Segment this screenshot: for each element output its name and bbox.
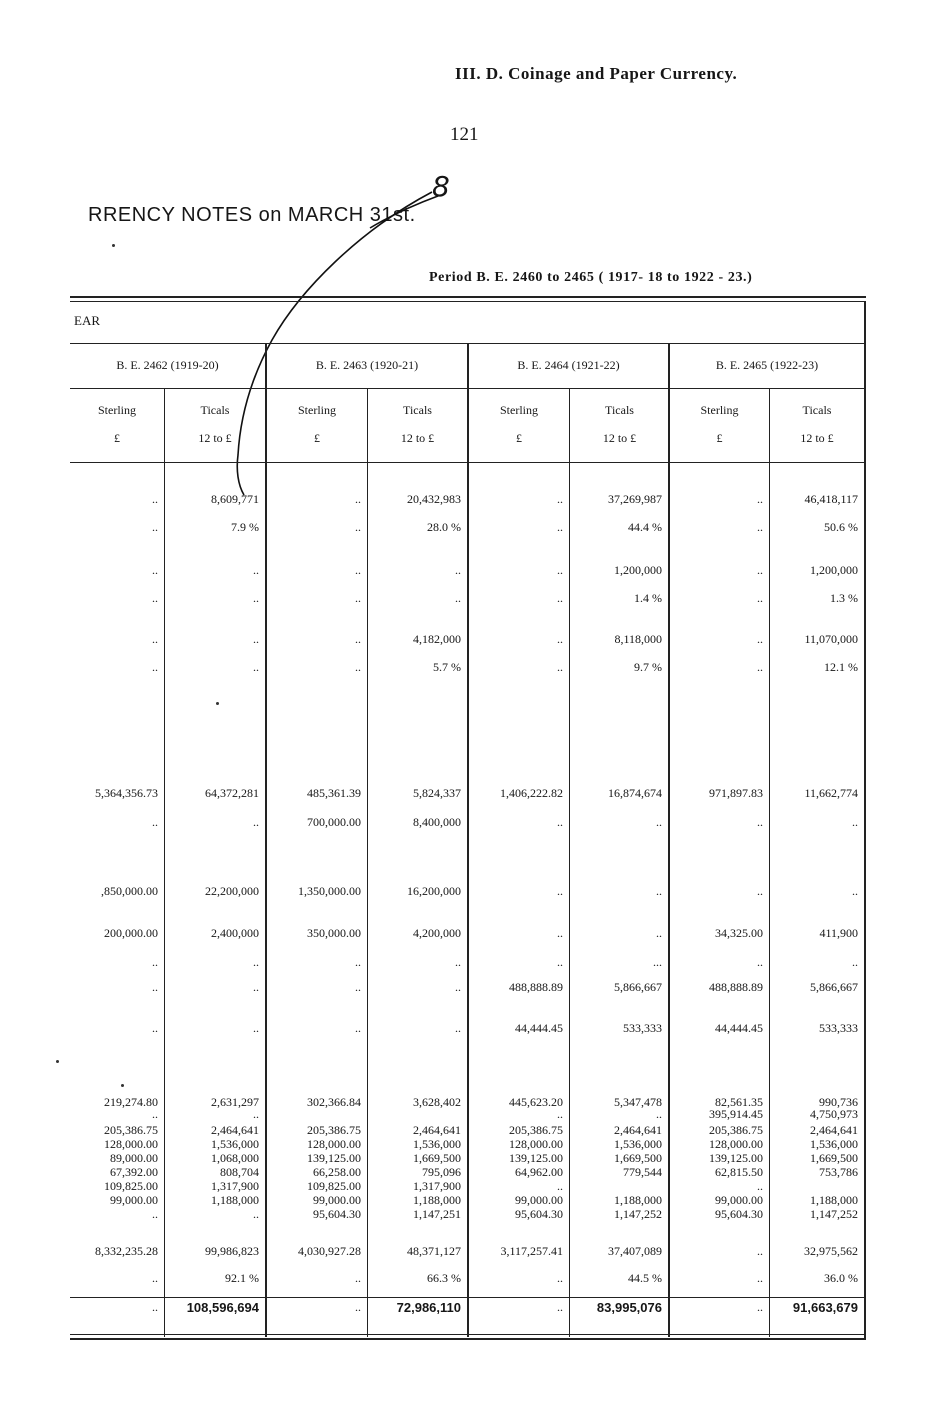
table-cell: 4,200,000 <box>413 926 461 940</box>
table-cell: 4,750,973 <box>810 1107 858 1121</box>
table-cell: 109,825.00 <box>307 1179 361 1193</box>
total-cell: .. <box>757 1300 763 1314</box>
table-cell: 2,464,641 <box>614 1123 662 1137</box>
table-cell: .. <box>253 1021 259 1035</box>
table-cell: 12.1 % <box>824 660 858 674</box>
table-cell: 4,182,000 <box>413 632 461 646</box>
year-header: B. E. 2462 (1919-20) <box>116 358 219 372</box>
table-cell: .. <box>656 815 662 829</box>
table-cell: .. <box>253 980 259 994</box>
table-cell: .. <box>757 492 763 506</box>
table-cell: 205,386.75 <box>509 1123 563 1137</box>
table-cell: 3,628,402 <box>413 1095 461 1109</box>
table-cell: 5,364,356.73 <box>95 786 158 800</box>
table-cell: 99,000.00 <box>515 1193 563 1207</box>
table-cell: .. <box>355 563 361 577</box>
table-cell: .. <box>152 1021 158 1035</box>
ticals-header: Ticals <box>200 403 230 417</box>
table-cell: .. <box>355 660 361 674</box>
table-cell: 44,444.45 <box>515 1021 563 1035</box>
table-cell: 128,000.00 <box>509 1137 563 1151</box>
sterling-header: Sterling <box>700 403 739 417</box>
table-cell: 8,609,771 <box>211 492 259 506</box>
ticals-header: Ticals <box>403 403 432 417</box>
table-cell: .. <box>355 520 361 534</box>
table-cell: .. <box>355 492 361 506</box>
table-cell: .. <box>557 632 563 646</box>
table-cell: 2,464,641 <box>413 1123 461 1137</box>
table-cell: 395,914.45 <box>709 1107 763 1121</box>
year-header: B. E. 2464 (1921-22) <box>517 358 620 372</box>
table-cell: .. <box>152 632 158 646</box>
table-cell: 99,000.00 <box>110 1193 158 1207</box>
table-cell: 64,372,281 <box>205 786 259 800</box>
table-cell: .. <box>757 632 763 646</box>
table-cell: .. <box>757 815 763 829</box>
table-cell: 11,662,774 <box>804 786 858 800</box>
table-cell: .. <box>355 1271 361 1285</box>
table-cell: .. <box>152 520 158 534</box>
table-right-border <box>864 301 866 1339</box>
exchange-rate: 12 to £ <box>800 431 834 445</box>
table-cell: 1,147,252 <box>810 1207 858 1221</box>
table-cell: 1,350,000.00 <box>298 884 361 898</box>
table-cell: 1,536,000 <box>211 1137 259 1151</box>
table-cell: 1,200,000 <box>614 563 662 577</box>
scan-speck <box>216 702 219 705</box>
table-cell: .. <box>656 884 662 898</box>
table-cell: .. <box>557 520 563 534</box>
table-cell: .. <box>152 980 158 994</box>
table-cell: 1,147,251 <box>413 1207 461 1221</box>
table-cell: 1.4 % <box>634 591 662 605</box>
table-cell: ,850,000.00 <box>101 884 158 898</box>
table-cell: 971,897.83 <box>709 786 763 800</box>
table-cell: 1,317,900 <box>413 1179 461 1193</box>
table-cell: 302,366.84 <box>307 1095 361 1109</box>
table-cell: ... <box>653 955 662 969</box>
table-cell: .. <box>757 955 763 969</box>
ticals-header: Ticals <box>802 403 832 417</box>
table-cell: 99,986,823 <box>205 1244 259 1258</box>
table-cell: 64,962.00 <box>515 1165 563 1179</box>
table-cell: 82,561.35 <box>715 1095 763 1109</box>
table-cell: 485,361.39 <box>307 786 361 800</box>
table-cell: 2,464,641 <box>211 1123 259 1137</box>
scan-speck <box>56 1060 59 1063</box>
year-label: EAR <box>74 313 100 328</box>
table-cell: 411,900 <box>819 926 858 940</box>
table-cell: 533,333 <box>623 1021 662 1035</box>
table-cell: 5,824,337 <box>413 786 461 800</box>
year-header: B. E. 2463 (1920-21) <box>315 358 419 372</box>
sterling-header: Sterling <box>500 403 538 417</box>
table-cell: .. <box>152 1107 158 1121</box>
table-cell: 95,604.30 <box>715 1207 763 1221</box>
table-cell: .. <box>253 563 259 577</box>
table-cell: 533,333 <box>819 1021 858 1035</box>
table-cell: .. <box>253 591 259 605</box>
table-cell: .. <box>455 563 461 577</box>
pound-sign: £ <box>516 431 522 445</box>
table-cell: 11,070,000 <box>804 632 858 646</box>
table-cell: 16,874,674 <box>608 786 662 800</box>
table-cell: .. <box>455 1021 461 1035</box>
table-cell: 1,536,000 <box>810 1137 858 1151</box>
table-cell: 5,866,667 <box>810 980 858 994</box>
table-cell: 37,269,987 <box>608 492 662 506</box>
table-cell: .. <box>557 1179 563 1193</box>
table-cell: .. <box>557 563 563 577</box>
table-cell: 779,544 <box>623 1165 662 1179</box>
table-cell: 990,736 <box>819 1095 858 1109</box>
table-cell: 128,000.00 <box>104 1137 158 1151</box>
column-divider <box>769 388 770 1337</box>
table-cell: .. <box>152 955 158 969</box>
table-cell: .. <box>455 980 461 994</box>
table-cell: .. <box>355 955 361 969</box>
table-cell: 92.1 % <box>225 1271 259 1285</box>
table-cell: 48,371,127 <box>407 1244 461 1258</box>
table-cell: .. <box>757 1244 763 1258</box>
table-cell: .. <box>852 815 858 829</box>
table-cell: 1,536,000 <box>614 1137 662 1151</box>
table-cell: 99,000.00 <box>313 1193 361 1207</box>
table-cell: 1,188,000 <box>614 1193 662 1207</box>
table-cell: .. <box>757 563 763 577</box>
scan-speck <box>121 1084 124 1087</box>
table-cell: .. <box>355 632 361 646</box>
table-cell: .. <box>757 591 763 605</box>
table-cell: 200,000.00 <box>104 926 158 940</box>
table-cell: 67,392.00 <box>110 1165 158 1179</box>
table-cell: .. <box>253 660 259 674</box>
pound-sign: £ <box>314 431 320 445</box>
period-caption: Period B. E. 2460 to 2465 ( 1917- 18 to 1922 - 23.) <box>429 270 753 285</box>
table-cell: 22,200,000 <box>205 884 259 898</box>
table-cell: 16,200,000 <box>407 884 461 898</box>
column-divider <box>164 388 165 1337</box>
exchange-rate: 12 to £ <box>198 431 232 445</box>
table-cell: .. <box>152 660 158 674</box>
table-cell: .. <box>757 660 763 674</box>
exchange-rate: 12 to £ <box>400 431 435 445</box>
table-cell: .. <box>557 591 563 605</box>
table-cell: .. <box>557 1271 563 1285</box>
table-cell: 1,188,000 <box>211 1193 259 1207</box>
column-divider <box>265 343 267 1337</box>
table-cell: 753,786 <box>819 1165 858 1179</box>
handwritten-annotation: 8 <box>432 170 450 203</box>
table-top-rule <box>70 296 866 298</box>
column-divider <box>569 388 570 1337</box>
document-title: RRENCY NOTES on MARCH 31st. <box>88 204 416 226</box>
table-cell: 8,118,000 <box>614 632 662 646</box>
table-cell: 1,669,500 <box>413 1151 461 1165</box>
table-cell: 488,888.89 <box>709 980 763 994</box>
table-cell: .. <box>152 492 158 506</box>
table-cell: 205,386.75 <box>709 1123 763 1137</box>
table-cell: 445,623.20 <box>509 1095 563 1109</box>
table-cell: 3,117,257.41 <box>500 1244 563 1258</box>
page-number: 121 <box>450 124 479 145</box>
table-cell: 700,000.00 <box>307 815 361 829</box>
table-cell: 1,536,000 <box>413 1137 461 1151</box>
table-cell: .. <box>852 884 858 898</box>
table-cell: .. <box>455 955 461 969</box>
scan-speck <box>112 244 115 247</box>
table-cell: 46,418,117 <box>804 492 858 506</box>
table-cell: .. <box>152 591 158 605</box>
table-cell: 32,975,562 <box>804 1244 858 1258</box>
column-divider <box>367 388 368 1337</box>
table-cell: 5,866,667 <box>614 980 662 994</box>
table-cell: .. <box>152 1271 158 1285</box>
total-cell: .. <box>152 1300 158 1314</box>
table-cell: .. <box>757 884 763 898</box>
table-cell: .. <box>557 492 563 506</box>
table-cell: .. <box>253 955 259 969</box>
table-cell: 34,325.00 <box>715 926 763 940</box>
total-cell: 91,663,679 <box>792 1300 858 1315</box>
table-cell: 66,258.00 <box>313 1165 361 1179</box>
table-cell: .. <box>757 520 763 534</box>
table-cell: 44,444.45 <box>715 1021 763 1035</box>
table-cell: 1,188,000 <box>413 1193 461 1207</box>
table-cell: 109,825.00 <box>104 1179 158 1193</box>
table-cell: 1.3 % <box>830 591 858 605</box>
table-cell: .. <box>852 955 858 969</box>
table-bottom-rule-2 <box>70 1338 866 1340</box>
table-cell: .. <box>557 884 563 898</box>
total-cell: 83,995,076 <box>596 1300 662 1315</box>
table-cell: 50.6 % <box>824 520 858 534</box>
total-cell: 108,596,694 <box>186 1300 259 1315</box>
table-cell: 1,068,000 <box>211 1151 259 1165</box>
table-cell: 36.0 % <box>824 1271 858 1285</box>
table-cell: .. <box>253 1107 259 1121</box>
table-cell: 1,147,252 <box>614 1207 662 1221</box>
table-cell: .. <box>355 591 361 605</box>
table-cell: 1,669,500 <box>810 1151 858 1165</box>
table-cell: 350,000.00 <box>307 926 361 940</box>
column-divider <box>467 343 469 1337</box>
table-cell: 1,200,000 <box>810 563 858 577</box>
table-cell: 44.4 % <box>628 520 662 534</box>
table-cell: 1,669,500 <box>614 1151 662 1165</box>
table-top-rule-thin <box>70 301 866 302</box>
table-cell: .. <box>152 1207 158 1221</box>
table-cell: .. <box>557 660 563 674</box>
total-cell: 72,986,110 <box>396 1300 461 1315</box>
table-cell: .. <box>557 815 563 829</box>
table-cell: .. <box>355 1021 361 1035</box>
table-cell: 95,604.30 <box>313 1207 361 1221</box>
table-cell: 1,188,000 <box>810 1193 858 1207</box>
sterling-header: Sterling <box>98 403 136 417</box>
table-cell: 95,604.30 <box>515 1207 563 1221</box>
table-cell: 37,407,089 <box>608 1244 662 1258</box>
table-cell: .. <box>152 563 158 577</box>
table-cell: 139,125.00 <box>709 1151 763 1165</box>
table-cell: .. <box>253 632 259 646</box>
table-cell: 5,347,478 <box>614 1095 662 1109</box>
table-cell: .. <box>757 1179 763 1193</box>
table-cell: 89,000.00 <box>110 1151 158 1165</box>
table-cell: .. <box>557 1107 563 1121</box>
table-cell: 488,888.89 <box>509 980 563 994</box>
table-cell: .. <box>355 980 361 994</box>
total-cell: .. <box>557 1300 563 1314</box>
table-cell: .. <box>152 815 158 829</box>
table-cell: 28.0 % <box>427 520 461 534</box>
table-cell: 99,000.00 <box>715 1193 763 1207</box>
table-cell: 139,125.00 <box>509 1151 563 1165</box>
table-cell: .. <box>253 1207 259 1221</box>
table-cell: 8,332,235.28 <box>95 1244 158 1258</box>
table-cell: .. <box>557 926 563 940</box>
table-cell: 205,386.75 <box>104 1123 158 1137</box>
table-cell: 62,815.50 <box>715 1165 763 1179</box>
sterling-header: Sterling <box>298 403 336 417</box>
table-cell: .. <box>253 815 259 829</box>
table-cell: 1,317,900 <box>211 1179 259 1193</box>
table-cell: 205,386.75 <box>307 1123 361 1137</box>
column-divider <box>668 343 670 1337</box>
pound-sign: £ <box>114 431 120 445</box>
pound-sign: £ <box>716 431 723 445</box>
table-cell: 2,464,641 <box>810 1123 858 1137</box>
table-cell: 20,432,983 <box>407 492 461 506</box>
table-cell: 808,704 <box>220 1165 259 1179</box>
table-cell: 795,096 <box>422 1165 461 1179</box>
table-cell: .. <box>557 955 563 969</box>
total-cell: .. <box>355 1300 361 1314</box>
table-cell: 128,000.00 <box>307 1137 361 1151</box>
table-cell: 139,125.00 <box>307 1151 361 1165</box>
year-header: B. E. 2465 (1922-23) <box>715 358 819 372</box>
table-cell: .. <box>455 591 461 605</box>
table-cell: 4,030,927.28 <box>298 1244 361 1258</box>
table-cell: 44.5 % <box>628 1271 662 1285</box>
table-cell: .. <box>656 926 662 940</box>
table-cell: .. <box>757 1271 763 1285</box>
table-cell: 2,631,297 <box>211 1095 259 1109</box>
exchange-rate: 12 to £ <box>602 431 637 445</box>
table-cell: 9.7 % <box>634 660 662 674</box>
table-cell: 1,406,222.82 <box>500 786 563 800</box>
table-cell: .. <box>656 1107 662 1121</box>
table-cell: 7.9 % <box>231 520 259 534</box>
table-cell: 5.7 % <box>433 660 461 674</box>
table-cell: 8,400,000 <box>413 815 461 829</box>
section-title: III. D. Coinage and Paper Currency. <box>455 64 738 83</box>
table-cell: 66.3 % <box>427 1271 461 1285</box>
table-cell: 128,000.00 <box>709 1137 763 1151</box>
ticals-header: Ticals <box>605 403 634 417</box>
table-cell: 2,400,000 <box>211 926 259 940</box>
table-cell: 219,274.80 <box>104 1095 158 1109</box>
